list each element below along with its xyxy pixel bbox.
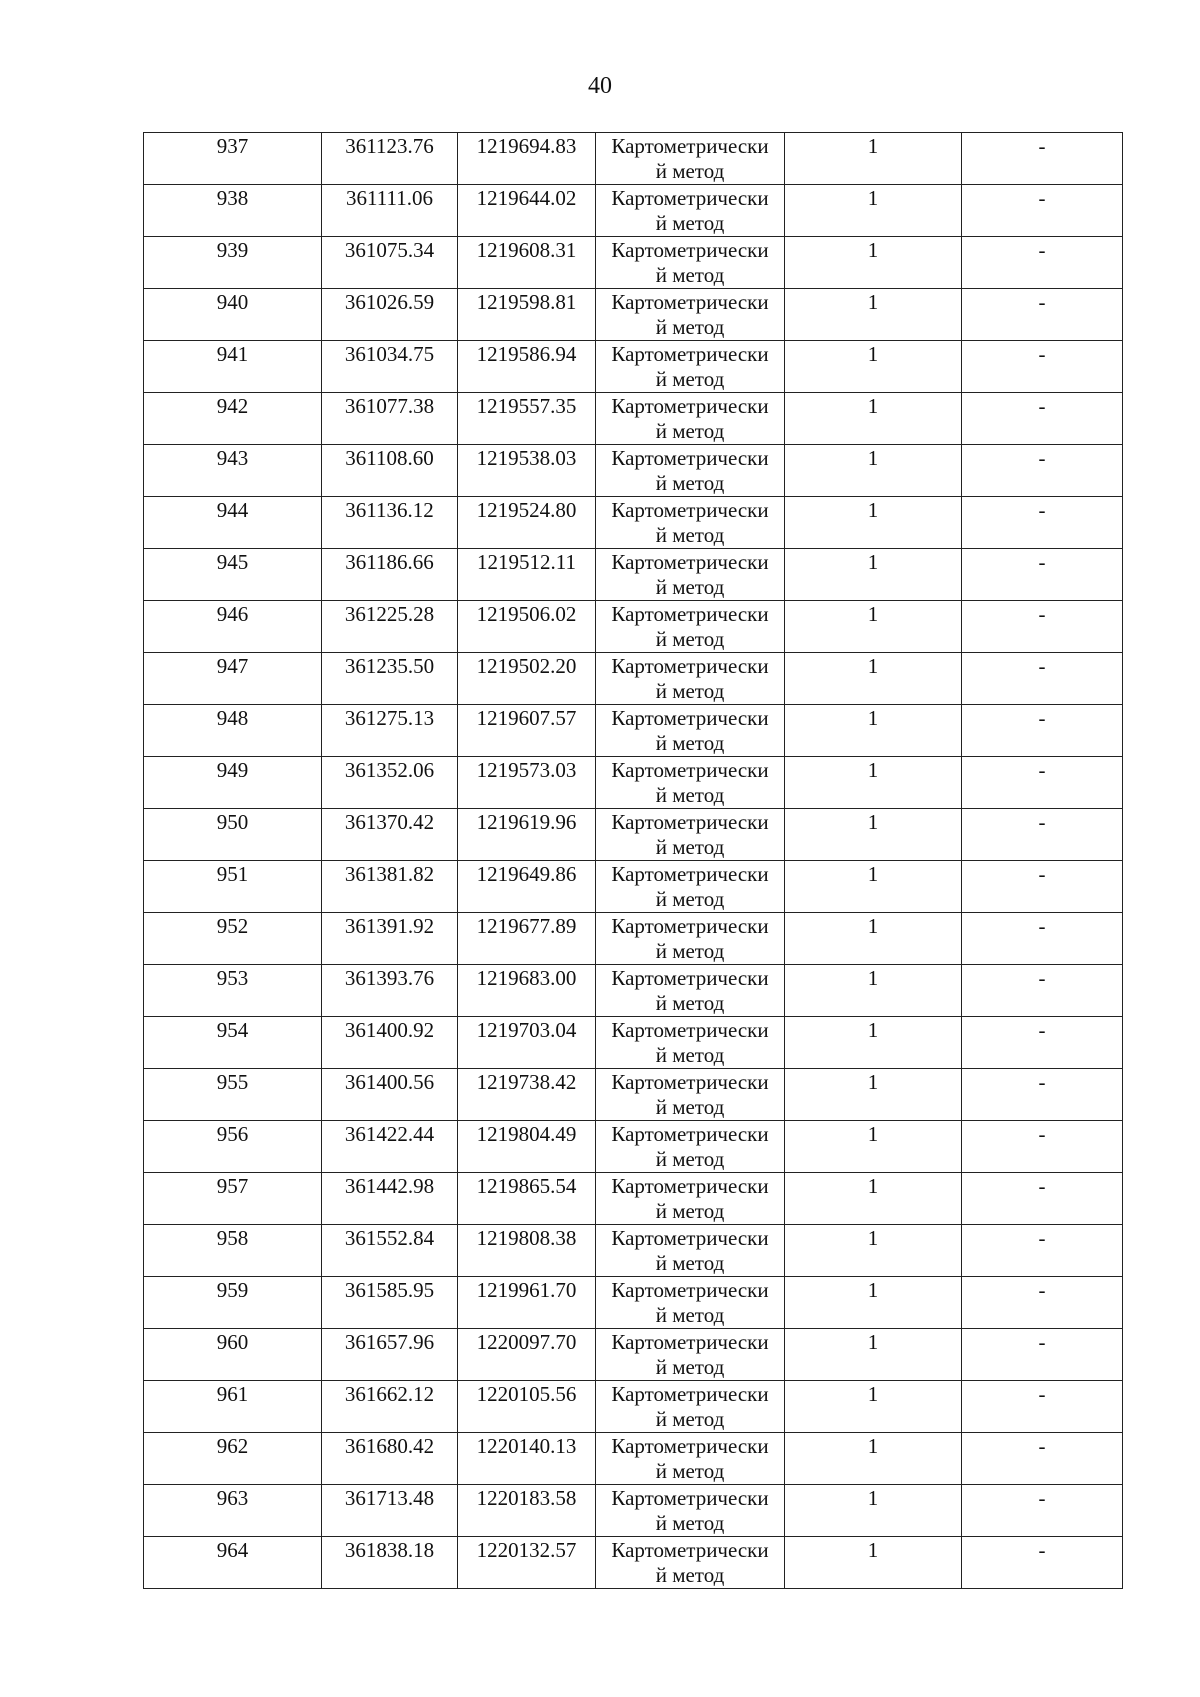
accuracy-cell: 1	[785, 601, 962, 653]
method-text-line-1: Картометрически	[611, 498, 769, 522]
point-number-cell: 949	[144, 757, 322, 809]
x-coordinate-cell: 361442.98	[322, 1173, 458, 1225]
method-text-line-1: Картометрически	[611, 134, 769, 158]
x-coordinate-cell: 361662.12	[322, 1381, 458, 1433]
accuracy-cell: 1	[785, 237, 962, 289]
method-cell	[596, 757, 785, 809]
description-cell: -	[962, 705, 1123, 757]
method-text-line-2: й метод	[655, 939, 725, 963]
method-cell	[596, 913, 785, 965]
description-cell: -	[962, 653, 1123, 705]
accuracy-cell: 1	[785, 965, 962, 1017]
method-text-line-2: й метод	[655, 575, 725, 599]
x-coordinate-cell: 361391.92	[322, 913, 458, 965]
x-coordinate-cell: 361186.66	[322, 549, 458, 601]
point-number-cell: 952	[144, 913, 322, 965]
method-text-line-1: Картометрически	[611, 1070, 769, 1094]
description-cell: -	[962, 497, 1123, 549]
method-text-line-1: Картометрически	[611, 810, 769, 834]
table-row	[144, 705, 1123, 757]
accuracy-cell: 1	[785, 705, 962, 757]
method-cell	[596, 1069, 785, 1121]
accuracy-cell: 1	[785, 1017, 962, 1069]
table-row	[144, 861, 1123, 913]
y-coordinate-cell: 1219512.11	[458, 549, 596, 601]
accuracy-cell: 1	[785, 497, 962, 549]
method-text-line-2: й метод	[655, 367, 725, 391]
accuracy-cell: 1	[785, 1329, 962, 1381]
method-text-line-1: Картометрически	[611, 290, 769, 314]
x-coordinate-cell: 361393.76	[322, 965, 458, 1017]
description-cell: -	[962, 1329, 1123, 1381]
method-text-line-1: Картометрически	[611, 758, 769, 782]
description-cell: -	[962, 445, 1123, 497]
y-coordinate-cell: 1219738.42	[458, 1069, 596, 1121]
method-text-line-1: Картометрически	[611, 1330, 769, 1354]
y-coordinate-cell: 1219703.04	[458, 1017, 596, 1069]
accuracy-cell: 1	[785, 445, 962, 497]
method-text-line-2: й метод	[655, 1043, 725, 1067]
x-coordinate-cell: 361235.50	[322, 653, 458, 705]
method-text-line-1: Картометрически	[611, 706, 769, 730]
y-coordinate-cell: 1220183.58	[458, 1485, 596, 1537]
method-text-line-2: й метод	[655, 679, 725, 703]
y-coordinate-cell: 1219598.81	[458, 289, 596, 341]
method-text-line-1: Картометрически	[611, 1122, 769, 1146]
method-text-line-1: Картометрически	[611, 1382, 769, 1406]
point-number-cell: 938	[144, 185, 322, 237]
x-coordinate-cell: 361400.56	[322, 1069, 458, 1121]
table-row	[144, 237, 1123, 289]
table-row	[144, 601, 1123, 653]
method-text-line-1: Картометрически	[611, 1226, 769, 1250]
x-coordinate-cell: 361713.48	[322, 1485, 458, 1537]
point-number-cell: 955	[144, 1069, 322, 1121]
description-cell: -	[962, 1121, 1123, 1173]
method-cell	[596, 185, 785, 237]
point-number-cell: 951	[144, 861, 322, 913]
y-coordinate-cell: 1220105.56	[458, 1381, 596, 1433]
method-cell	[596, 341, 785, 393]
table-row	[144, 289, 1123, 341]
method-cell	[596, 653, 785, 705]
method-text-line-2: й метод	[655, 263, 725, 287]
table-row	[144, 965, 1123, 1017]
point-number-cell: 961	[144, 1381, 322, 1433]
x-coordinate-cell: 361585.95	[322, 1277, 458, 1329]
accuracy-cell: 1	[785, 185, 962, 237]
accuracy-cell: 1	[785, 549, 962, 601]
table-row	[144, 1433, 1123, 1485]
description-cell: -	[962, 1433, 1123, 1485]
method-cell	[596, 1485, 785, 1537]
y-coordinate-cell: 1219586.94	[458, 341, 596, 393]
table-row	[144, 1381, 1123, 1433]
table-row	[144, 1485, 1123, 1537]
x-coordinate-cell: 361077.38	[322, 393, 458, 445]
description-cell: -	[962, 549, 1123, 601]
method-text-line-2: й метод	[655, 1355, 725, 1379]
table-row	[144, 1017, 1123, 1069]
y-coordinate-cell: 1220140.13	[458, 1433, 596, 1485]
x-coordinate-cell: 361108.60	[322, 445, 458, 497]
method-cell	[596, 289, 785, 341]
method-cell	[596, 1433, 785, 1485]
accuracy-cell: 1	[785, 1069, 962, 1121]
method-text-line-1: Картометрически	[611, 654, 769, 678]
method-text-line-1: Картометрически	[611, 1434, 769, 1458]
point-number-cell: 947	[144, 653, 322, 705]
method-text-line-2: й метод	[655, 1303, 725, 1327]
accuracy-cell: 1	[785, 913, 962, 965]
method-text-line-1: Картометрически	[611, 238, 769, 262]
description-cell: -	[962, 1017, 1123, 1069]
point-number-cell: 962	[144, 1433, 322, 1485]
method-text-line-1: Картометрически	[611, 1174, 769, 1198]
description-cell: -	[962, 861, 1123, 913]
method-text-line-1: Картометрически	[611, 342, 769, 366]
accuracy-cell: 1	[785, 809, 962, 861]
accuracy-cell: 1	[785, 653, 962, 705]
coordinates-table-body	[144, 133, 1123, 1589]
point-number-cell: 959	[144, 1277, 322, 1329]
description-cell: -	[962, 1225, 1123, 1277]
page-number: 40	[588, 73, 612, 99]
description-cell: -	[962, 757, 1123, 809]
method-text-line-2: й метод	[655, 1407, 725, 1431]
y-coordinate-cell: 1219804.49	[458, 1121, 596, 1173]
y-coordinate-cell: 1219619.96	[458, 809, 596, 861]
table-row	[144, 1329, 1123, 1381]
method-text-line-2: й метод	[655, 1251, 725, 1275]
y-coordinate-cell: 1219865.54	[458, 1173, 596, 1225]
description-cell: -	[962, 1069, 1123, 1121]
table-row	[144, 185, 1123, 237]
accuracy-cell: 1	[785, 1381, 962, 1433]
y-coordinate-cell: 1220097.70	[458, 1329, 596, 1381]
x-coordinate-cell: 361111.06	[322, 185, 458, 237]
description-cell: -	[962, 913, 1123, 965]
y-coordinate-cell: 1219557.35	[458, 393, 596, 445]
method-text-line-1: Картометрически	[611, 446, 769, 470]
method-cell	[596, 1225, 785, 1277]
accuracy-cell: 1	[785, 393, 962, 445]
table-row	[144, 809, 1123, 861]
x-coordinate-cell: 361275.13	[322, 705, 458, 757]
method-text-line-1: Картометрически	[611, 186, 769, 210]
x-coordinate-cell: 361400.92	[322, 1017, 458, 1069]
table-row	[144, 1173, 1123, 1225]
method-text-line-2: й метод	[655, 1095, 725, 1119]
point-number-cell: 942	[144, 393, 322, 445]
point-number-cell: 941	[144, 341, 322, 393]
method-text-line-1: Картометрически	[611, 602, 769, 626]
method-cell	[596, 445, 785, 497]
table-row	[144, 757, 1123, 809]
accuracy-cell: 1	[785, 757, 962, 809]
accuracy-cell: 1	[785, 1433, 962, 1485]
table-row	[144, 1069, 1123, 1121]
y-coordinate-cell: 1219808.38	[458, 1225, 596, 1277]
method-text-line-2: й метод	[655, 159, 725, 183]
point-number-cell: 939	[144, 237, 322, 289]
accuracy-cell: 1	[785, 1173, 962, 1225]
y-coordinate-cell: 1219694.83	[458, 133, 596, 185]
method-text-line-2: й метод	[655, 1563, 725, 1587]
point-number-cell: 937	[144, 133, 322, 185]
table-row	[144, 913, 1123, 965]
method-text-line-1: Картометрически	[611, 1278, 769, 1302]
y-coordinate-cell: 1219649.86	[458, 861, 596, 913]
x-coordinate-cell: 361381.82	[322, 861, 458, 913]
x-coordinate-cell: 361075.34	[322, 237, 458, 289]
coordinates-table	[143, 132, 1123, 1589]
accuracy-cell: 1	[785, 1277, 962, 1329]
y-coordinate-cell: 1219961.70	[458, 1277, 596, 1329]
table-row	[144, 1277, 1123, 1329]
method-cell	[596, 705, 785, 757]
method-text-line-1: Картометрически	[611, 966, 769, 990]
method-cell	[596, 1329, 785, 1381]
y-coordinate-cell: 1219644.02	[458, 185, 596, 237]
description-cell: -	[962, 1537, 1123, 1589]
method-cell	[596, 1537, 785, 1589]
point-number-cell: 963	[144, 1485, 322, 1537]
method-cell	[596, 1381, 785, 1433]
method-cell	[596, 237, 785, 289]
accuracy-cell: 1	[785, 1225, 962, 1277]
description-cell: -	[962, 289, 1123, 341]
method-text-line-2: й метод	[655, 627, 725, 651]
method-cell	[596, 1173, 785, 1225]
method-text-line-2: й метод	[655, 731, 725, 755]
accuracy-cell: 1	[785, 289, 962, 341]
method-text-line-2: й метод	[655, 1199, 725, 1223]
point-number-cell: 953	[144, 965, 322, 1017]
y-coordinate-cell: 1219607.57	[458, 705, 596, 757]
y-coordinate-cell: 1220132.57	[458, 1537, 596, 1589]
y-coordinate-cell: 1219677.89	[458, 913, 596, 965]
description-cell: -	[962, 965, 1123, 1017]
x-coordinate-cell: 361352.06	[322, 757, 458, 809]
point-number-cell: 954	[144, 1017, 322, 1069]
description-cell: -	[962, 133, 1123, 185]
method-text-line-2: й метод	[655, 523, 725, 547]
point-number-cell: 940	[144, 289, 322, 341]
table-row	[144, 549, 1123, 601]
accuracy-cell: 1	[785, 1121, 962, 1173]
method-text-line-1: Картометрически	[611, 394, 769, 418]
accuracy-cell: 1	[785, 133, 962, 185]
accuracy-cell: 1	[785, 1485, 962, 1537]
method-text-line-2: й метод	[655, 1511, 725, 1535]
point-number-cell: 948	[144, 705, 322, 757]
x-coordinate-cell: 361657.96	[322, 1329, 458, 1381]
description-cell: -	[962, 1277, 1123, 1329]
method-cell	[596, 1121, 785, 1173]
method-text-line-1: Картометрически	[611, 1538, 769, 1562]
x-coordinate-cell: 361034.75	[322, 341, 458, 393]
x-coordinate-cell: 361680.42	[322, 1433, 458, 1485]
method-cell	[596, 549, 785, 601]
description-cell: -	[962, 185, 1123, 237]
method-cell	[596, 601, 785, 653]
table-row	[144, 393, 1123, 445]
method-text-line-2: й метод	[655, 887, 725, 911]
description-cell: -	[962, 1381, 1123, 1433]
method-text-line-1: Картометрически	[611, 1018, 769, 1042]
y-coordinate-cell: 1219573.03	[458, 757, 596, 809]
method-text-line-1: Картометрически	[611, 862, 769, 886]
y-coordinate-cell: 1219502.20	[458, 653, 596, 705]
method-text-line-2: й метод	[655, 471, 725, 495]
method-text-line-2: й метод	[655, 991, 725, 1015]
method-text-line-2: й метод	[655, 835, 725, 859]
table-row	[144, 341, 1123, 393]
x-coordinate-cell: 361838.18	[322, 1537, 458, 1589]
x-coordinate-cell: 361422.44	[322, 1121, 458, 1173]
table-row	[144, 1121, 1123, 1173]
method-text-line-1: Картометрически	[611, 1486, 769, 1510]
x-coordinate-cell: 361123.76	[322, 133, 458, 185]
description-cell: -	[962, 237, 1123, 289]
x-coordinate-cell: 361026.59	[322, 289, 458, 341]
method-text-line-2: й метод	[655, 211, 725, 235]
description-cell: -	[962, 1173, 1123, 1225]
y-coordinate-cell: 1219524.80	[458, 497, 596, 549]
method-text-line-1: Картометрически	[611, 914, 769, 938]
description-cell: -	[962, 601, 1123, 653]
method-text-line-1: Картометрически	[611, 550, 769, 574]
method-cell	[596, 861, 785, 913]
point-number-cell: 950	[144, 809, 322, 861]
x-coordinate-cell: 361370.42	[322, 809, 458, 861]
x-coordinate-cell: 361225.28	[322, 601, 458, 653]
method-text-line-2: й метод	[655, 315, 725, 339]
table-row	[144, 445, 1123, 497]
point-number-cell: 964	[144, 1537, 322, 1589]
accuracy-cell: 1	[785, 341, 962, 393]
method-cell	[596, 965, 785, 1017]
description-cell: -	[962, 341, 1123, 393]
table-row	[144, 1537, 1123, 1589]
table-row	[144, 653, 1123, 705]
table-row	[144, 1225, 1123, 1277]
point-number-cell: 945	[144, 549, 322, 601]
point-number-cell: 958	[144, 1225, 322, 1277]
method-cell	[596, 393, 785, 445]
method-cell	[596, 809, 785, 861]
description-cell: -	[962, 393, 1123, 445]
method-cell	[596, 497, 785, 549]
method-text-line-2: й метод	[655, 1459, 725, 1483]
point-number-cell: 956	[144, 1121, 322, 1173]
accuracy-cell: 1	[785, 1537, 962, 1589]
method-cell	[596, 1277, 785, 1329]
table-row	[144, 497, 1123, 549]
point-number-cell: 943	[144, 445, 322, 497]
point-number-cell: 944	[144, 497, 322, 549]
method-cell	[596, 1017, 785, 1069]
method-text-line-2: й метод	[655, 419, 725, 443]
x-coordinate-cell: 361136.12	[322, 497, 458, 549]
description-cell: -	[962, 809, 1123, 861]
method-cell	[596, 133, 785, 185]
y-coordinate-cell: 1219608.31	[458, 237, 596, 289]
y-coordinate-cell: 1219683.00	[458, 965, 596, 1017]
method-text-line-2: й метод	[655, 783, 725, 807]
method-text-line-2: й метод	[655, 1147, 725, 1171]
accuracy-cell: 1	[785, 861, 962, 913]
table-row	[144, 133, 1123, 185]
y-coordinate-cell: 1219538.03	[458, 445, 596, 497]
y-coordinate-cell: 1219506.02	[458, 601, 596, 653]
point-number-cell: 960	[144, 1329, 322, 1381]
point-number-cell: 957	[144, 1173, 322, 1225]
x-coordinate-cell: 361552.84	[322, 1225, 458, 1277]
description-cell: -	[962, 1485, 1123, 1537]
point-number-cell: 946	[144, 601, 322, 653]
